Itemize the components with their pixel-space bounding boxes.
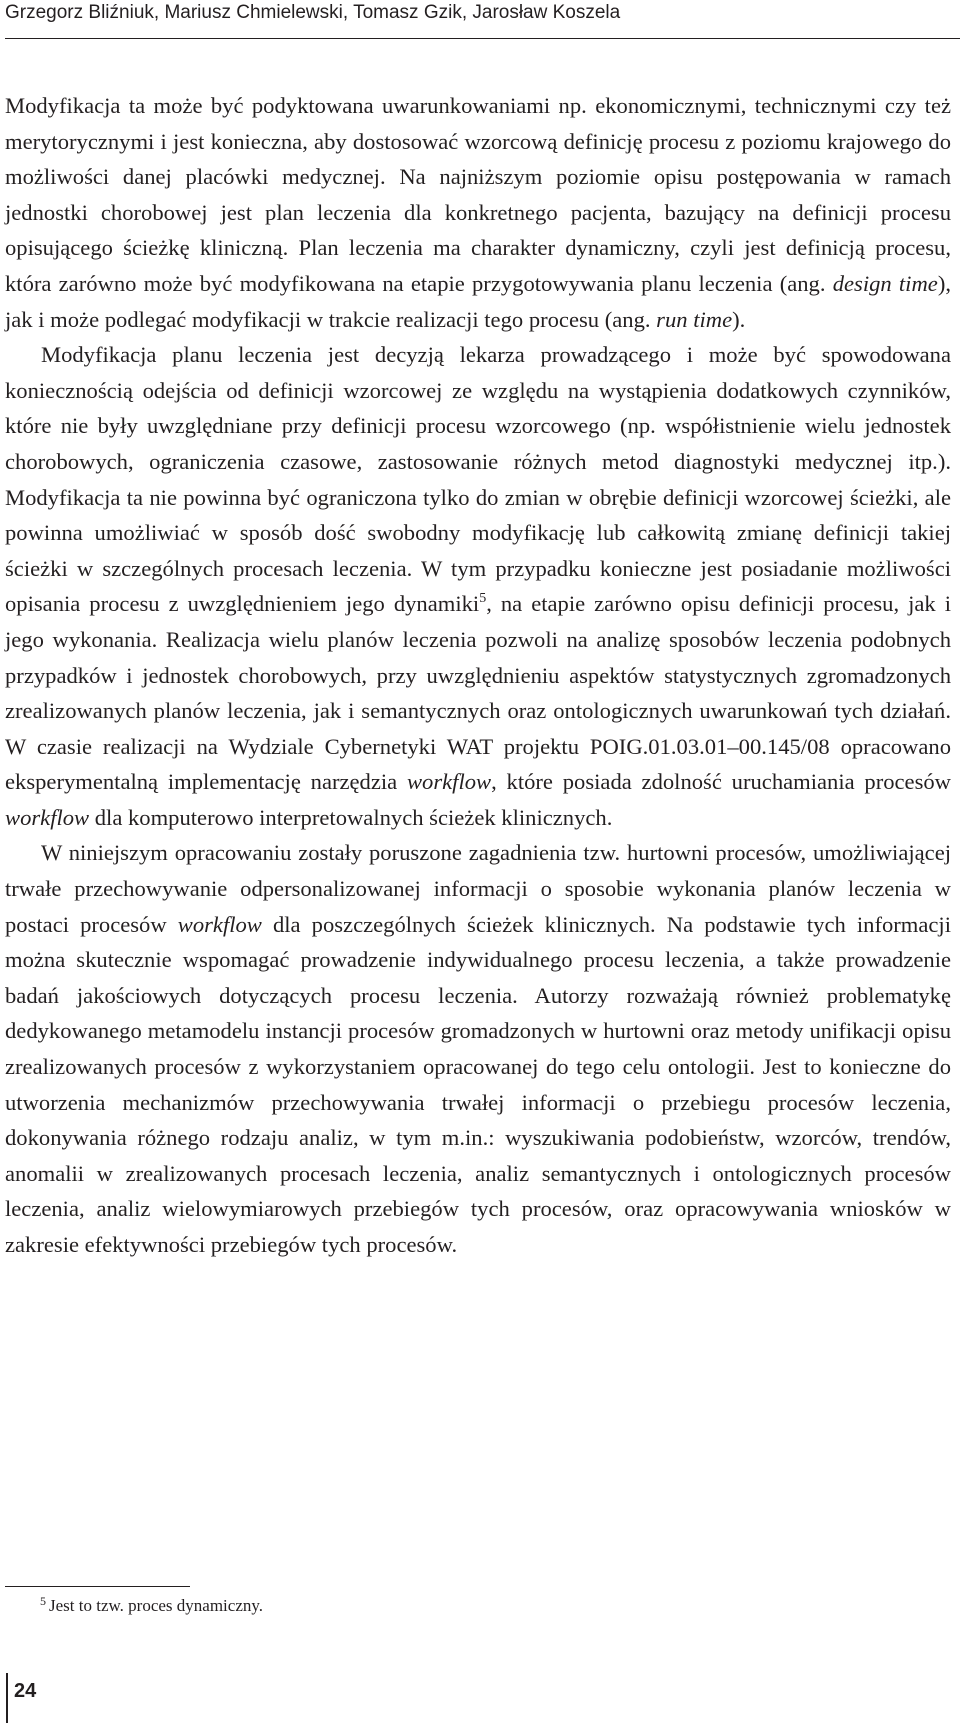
paragraph-2 — [5, 337, 951, 835]
paragraph-1-part-a: Modyfikacja ta może być podyktowana uwarunkowaniami np. ekonomicznymi, technicznymi czy też merytorycznymi i jest konieczna, aby dostosować wzorcową definicję procesu z poziomu krajowego do możliwości danej placówki medycznej. Na najniższym poziomie opisu postępowania w ramach jednostki chorobowej jest plan leczenia dla konkretnego pacjenta, bazujący na definicji procesu opisującego ścieżkę kliniczną. Plan leczenia ma charakter dynamiczny, czyli jest definicją procesu, która zarówno może być modyfikowana na etapie przygotowywania planu leczenia (ang. — [5, 93, 951, 296]
main-text — [5, 88, 951, 1263]
term-run-time: run time — [656, 306, 733, 332]
footnote — [40, 1594, 263, 1618]
term-design-time: design time — [832, 270, 938, 296]
page-number-bar — [6, 1673, 8, 1723]
footnote-number: 5 — [40, 1594, 46, 1608]
term-workflow: workflow — [5, 804, 90, 830]
footnote-text: Jest to tzw. proces dynamiczny. — [49, 1596, 264, 1615]
footnote-rule — [5, 1586, 190, 1587]
header-rule — [5, 38, 960, 39]
running-head-authors: Grzegorz Bliźniuk, Mariusz Chmielewski, Tomasz Gzik, Jarosław Koszela — [5, 2, 621, 23]
paragraph-1 — [5, 88, 951, 337]
paragraph-3 — [5, 835, 951, 1262]
term-workflow: workflow — [177, 911, 262, 937]
paragraph-3-part-a: W niniejszym opracowaniu zostały poruszone zagadnienia tzw. hurtowni procesów, umożliwiającej trwałe przechowywanie odpersonalizowanej informacji o sposobie wykonania planów leczenia w postaci procesów — [5, 840, 951, 937]
footnote-reference: 5 — [479, 591, 487, 607]
term-workflow: workflow — [406, 769, 492, 795]
paragraph-2-part-d: dla komputerowo interpretowalnych ścieżek klinicznych. — [89, 804, 613, 830]
paragraph-3-part-b: dla poszczególnych ścieżek klinicznych. Na podstawie tych informacji można skutecznie wspomagać prowadzenie indywidualnego procesu leczenia, a także prowadzenie badań jakościowych dotyczących procesu leczenia. Autorzy rozważają również problematykę dedykowanego metamodelu instancji procesów gromadzonych w hurtowni oraz metody unifikacji opisu zrealizowanych procesów z wykorzystaniem opracowanej do tego celu ontologii. Jest to konieczne do utworzenia mechanizmów przechowywania trwałej informacji o przebiegu procesów leczenia, dokonywania różnego rodzaju analiz, w tym m.in.: wyszukiwania podobieństw, wzorców, trendów, anomalii w zrealizowanych procesach leczenia, analiz semantycznych i ontologicznych procesów leczenia, analiz wielowymiarowych przebiegów tych procesów, oraz opracowywania wniosków w zakresie efektywności przebiegów tych procesów. — [5, 911, 951, 1257]
paragraph-2-part-c: , które posiada zdolność uruchamiania procesów — [491, 769, 951, 795]
paragraph-1-part-b: ), jak i może podlegać modyfikacji w trakcie realizacji tego procesu (ang. — [5, 270, 951, 332]
page-number: 24 — [14, 1680, 37, 1702]
paragraph-1-part-c: ). — [732, 306, 746, 332]
paragraph-2-part-a: Modyfikacja planu leczenia jest decyzją lekarza prowadzącego i może być spowodowana koniecznością odejścia od definicji wzorcowej ze względu na wystąpienia dodatkowych czynników, które nie były uwzględniane przy definicji procesu wzorcowego (np. współistnienie wielu jednostek chorobowych, ograniczenia czasowe, zastosowanie różnych metod diagnostyki medycznej itp.). Modyfikacja ta nie powinna być ograniczona tylko do zmian w obrębie definicji wzorcowej ścieżki, ale powinna umożliwiać w sposób dość swobodny modyfikację lub całkowitą zmianę definicji takiej ścieżki w szczególnych procesach leczenia. W tym przypadku konieczne jest posiadanie możliwości opisania procesu z uwzględnieniem jego dynamiki — [5, 342, 951, 617]
paragraph-2-part-b: , na etapie zarówno opisu definicji procesu, jak i jego wykonania. Realizacja wielu planów leczenia pozwoli na analizę sposobów leczenia podobnych przypadków i jednostek chorobowych, przy uwzględnieniu aspektów statystycznych zgromadzonych zrealizowanych planów leczenia, jak i semantycznych oraz ontologicznych uwarunkowań tych działań. W czasie realizacji na Wydziale Cybernetyki WAT projektu POIG.01.03.01–00.145/08 opracowano eksperymentalną implementację narzędzia — [5, 591, 951, 795]
